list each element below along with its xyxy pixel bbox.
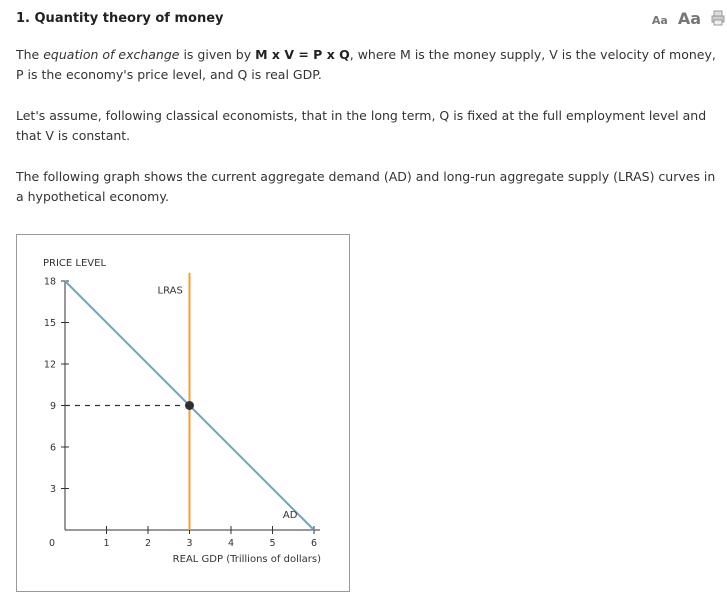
font-size-small-button[interactable]: Aa: [651, 14, 668, 27]
y-tick-label: 12: [43, 359, 56, 371]
ad-label: AD: [282, 510, 298, 522]
x-tick-label: 2: [144, 538, 152, 549]
p1-emphasis: equation of exchange: [43, 47, 180, 62]
graph-container: [16, 234, 350, 592]
x-tick-label: 6: [310, 538, 318, 549]
equilibrium-point: [185, 401, 194, 410]
y-tick-label: 18: [43, 276, 56, 288]
x-tick-label: 3: [186, 538, 193, 549]
x-tick-label: 4: [227, 538, 235, 549]
equation-paragraph: [16, 45, 721, 85]
equation-text: M x V = P x Q: [255, 47, 350, 62]
lras-label: LRAS: [157, 285, 183, 297]
y-tick-label: 6: [49, 442, 56, 454]
page-title: 1. Quantity theory of money: [16, 11, 224, 26]
x-tick-label: 5: [269, 538, 276, 549]
y-axis-label: PRICE LEVEL: [43, 258, 107, 269]
toolbar: [652, 8, 725, 28]
y-tick-label: 15: [43, 318, 56, 329]
font-size-large-button[interactable]: Aa: [677, 9, 701, 28]
graph-intro-paragraph: The following graph shows the current aggregate demand (AD) and long-run aggregate supply (LRAS) curves in a hypothetical economy.: [16, 169, 716, 204]
x-tick-label: 1: [103, 538, 110, 549]
p1-text-b: is given by: [179, 47, 256, 62]
y-tick-label: 3: [49, 484, 56, 495]
print-icon[interactable]: [711, 10, 725, 26]
x-tick-label: 0: [48, 538, 56, 549]
p1-text-c: , where M is the money supply, V is the velocity of money, P is the economy's price level, and Q is real GDP.: [16, 47, 716, 82]
ad-lras-chart: [17, 235, 349, 591]
x-axis-label: REAL GDP (Trillions of dollars): [172, 554, 321, 565]
y-tick-label: 9: [49, 401, 56, 412]
p1-text-a: The: [16, 47, 44, 62]
assumption-paragraph: Let's assume, following classical economists, that in the long term, Q is fixed at the full employment level and that V is constant.: [16, 108, 707, 143]
